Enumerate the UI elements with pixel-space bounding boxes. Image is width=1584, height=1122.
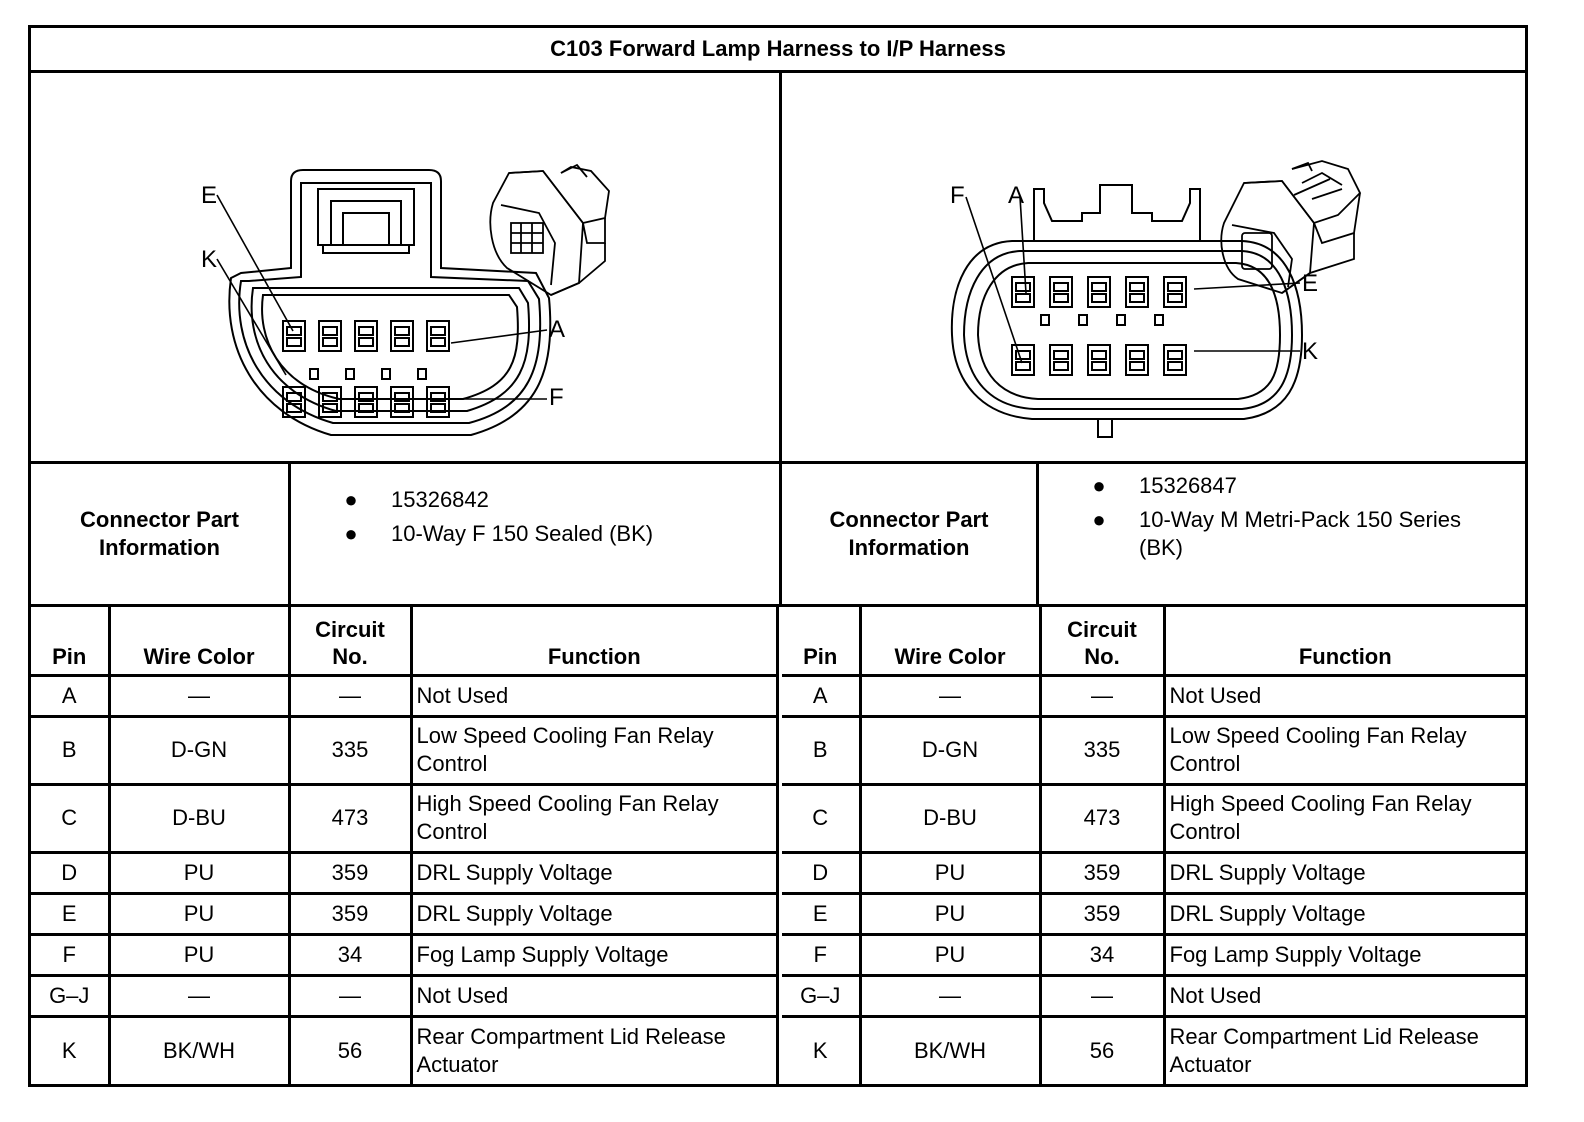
connector-sheet [28,25,1528,1087]
pin-cell: C [782,784,860,852]
pin-cell: E [31,893,109,934]
pin-cell: A [31,675,109,716]
table-row [782,893,1525,934]
male-connector-face-drawing [782,73,1525,461]
right-connector-part-info [782,464,1525,607]
circuit-cell: 359 [289,852,411,893]
pin-column-header: Pin [782,607,860,675]
right-pin-table [782,607,1525,1084]
connector-part-info-label [31,464,291,604]
circuit-cell: — [289,975,411,1016]
function-text: High Speed Cooling Fan Relay [1169,791,1472,816]
function-text: DRL Supply Voltage [1169,900,1366,926]
function-cell [1164,975,1525,1016]
bullet-icon: ● [344,521,358,546]
callout-f-label: F [549,384,564,411]
circuit-cell: 335 [1040,716,1164,784]
circuit-cell: — [1040,975,1164,1016]
function-text: Low Speed Cooling Fan Relay [1169,723,1467,748]
wire-color-column-header: Wire Color [860,607,1040,675]
pin-cell: D [782,852,860,893]
circuit-cell: 359 [1040,893,1164,934]
function-text: Not Used [416,682,509,708]
pin-cell: K [31,1016,109,1084]
function-column-header: Function [411,607,778,675]
function-text: Control [1169,751,1241,776]
circuit-cell: 56 [289,1016,411,1084]
female-connector-3d-icon [490,165,609,295]
label-line-1: Connector Part [80,507,239,532]
left-connector-diagram [31,73,782,464]
female-connector-face-drawing [31,73,779,461]
table-row [782,716,1525,784]
circuit-column-header: Circuit No. [289,607,411,675]
function-text: Not Used [416,982,509,1008]
table-row [31,934,778,975]
wire-color-cell: PU [860,934,1040,975]
wire-color-cell: BK/WH [109,1016,289,1084]
wire-color-cell: — [860,975,1040,1016]
left-connector-part-info [31,464,782,607]
table-row [31,716,778,784]
callout-k-label: K [201,246,218,273]
wire-color-cell: PU [109,893,289,934]
function-cell [1164,784,1525,852]
pin-cell: A [782,675,860,716]
table-row [782,784,1525,852]
wire-color-cell: D-GN [860,716,1040,784]
function-text: Rear Compartment Lid Release [416,1023,726,1049]
label-line-2: Information [848,535,970,560]
circuit-cell: 359 [289,893,411,934]
table-row [782,675,1525,716]
table-row [782,934,1525,975]
function-text: Fog Lamp Supply Voltage [1169,941,1422,967]
table-row [31,852,778,893]
connector-part-info-label [782,464,1039,604]
function-text: DRL Supply Voltage [416,900,613,926]
wire-color-cell: — [109,975,289,1016]
function-cell [411,975,778,1016]
callout-a-label: A [549,316,566,343]
male-connector-3d-icon [1221,161,1360,293]
function-text: High Speed Cooling Fan Relay [416,791,719,816]
circuit-cell: — [1040,675,1164,716]
wire-color-cell: PU [860,893,1040,934]
pin-cell: C [31,784,109,852]
callout-k-label: K [1302,338,1319,365]
circuit-column-header: Circuit No. [1040,607,1164,675]
function-text: Low Speed Cooling Fan Relay [416,723,714,748]
part-info-list: ● 15326847 ● 10-Way M Metri-Pack 150 Series (BK) [1039,464,1525,604]
pin-cell: G–J [31,975,109,1016]
callout-a-label: A [1008,182,1025,209]
pin-cell: E [782,893,860,934]
table-row [782,1016,1525,1084]
wire-color-cell: PU [860,852,1040,893]
circuit-cell: 473 [289,784,411,852]
function-text: Actuator [1169,1051,1252,1077]
part-info-list: ● 15326842 ● 10-Way F 150 Sealed (BK) [291,464,779,604]
wire-color-cell: — [109,675,289,716]
function-text: DRL Supply Voltage [416,859,613,885]
function-text: Control [416,819,488,844]
function-cell [1164,852,1525,893]
table-row [31,975,778,1016]
pin-cell: D [31,852,109,893]
bullet-icon: ● [1092,507,1106,532]
function-cell [411,934,778,975]
circuit-cell: 56 [1040,1016,1164,1084]
wire-color-cell: PU [109,934,289,975]
function-cell [1164,893,1525,934]
function-text: Control [416,751,488,776]
function-cell [411,675,778,716]
function-text: Control [1169,819,1241,844]
function-text: Actuator [416,1051,499,1077]
table-row [782,852,1525,893]
function-text: DRL Supply Voltage [1169,859,1366,885]
circuit-cell: 34 [289,934,411,975]
wire-color-cell: D-BU [860,784,1040,852]
label-line-1: Connector Part [829,507,989,532]
right-connector-diagram [782,73,1525,464]
function-cell [411,852,778,893]
table-header-row [782,607,1525,675]
function-cell [1164,1016,1525,1084]
callout-f-label: F [950,182,965,209]
table-header-row [31,607,778,675]
function-cell [1164,716,1525,784]
left-pin-table [31,607,779,1084]
wire-color-cell: D-BU [109,784,289,852]
function-text: Rear Compartment Lid Release [1169,1023,1479,1049]
table-row [31,893,778,934]
bullet-icon: ● [1092,473,1106,498]
circuit-cell: 473 [1040,784,1164,852]
pin-column-header: Pin [31,607,109,675]
pin-cell: F [782,934,860,975]
table-row [31,1016,778,1084]
page-title: C103 Forward Lamp Harness to I/P Harness [31,28,1525,73]
bullet-icon: ● [344,487,358,512]
pin-cell: B [31,716,109,784]
function-text: Not Used [1169,982,1262,1008]
circuit-cell: 335 [289,716,411,784]
label-line-2: Information [98,535,220,560]
function-cell [1164,675,1525,716]
table-row [782,975,1525,1016]
function-cell [411,893,778,934]
table-row [31,784,778,852]
function-cell [411,716,778,784]
circuit-cell: — [289,675,411,716]
wire-color-cell: — [860,675,1040,716]
circuit-cell: 34 [1040,934,1164,975]
wire-color-cell: D-GN [109,716,289,784]
wire-color-cell: BK/WH [860,1016,1040,1084]
wire-color-column-header: Wire Color [109,607,289,675]
callout-e-label: E [201,182,218,209]
function-text: Fog Lamp Supply Voltage [416,941,669,967]
table-row [31,675,778,716]
function-cell [411,784,778,852]
pin-cell: F [31,934,109,975]
function-cell [411,1016,778,1084]
function-text: Not Used [1169,682,1262,708]
callout-e-label: E [1302,270,1319,297]
function-column-header: Function [1164,607,1525,675]
function-cell [1164,934,1525,975]
pin-cell: K [782,1016,860,1084]
circuit-cell: 359 [1040,852,1164,893]
pin-cell: B [782,716,860,784]
pin-cell: G–J [782,975,860,1016]
wire-color-cell: PU [109,852,289,893]
